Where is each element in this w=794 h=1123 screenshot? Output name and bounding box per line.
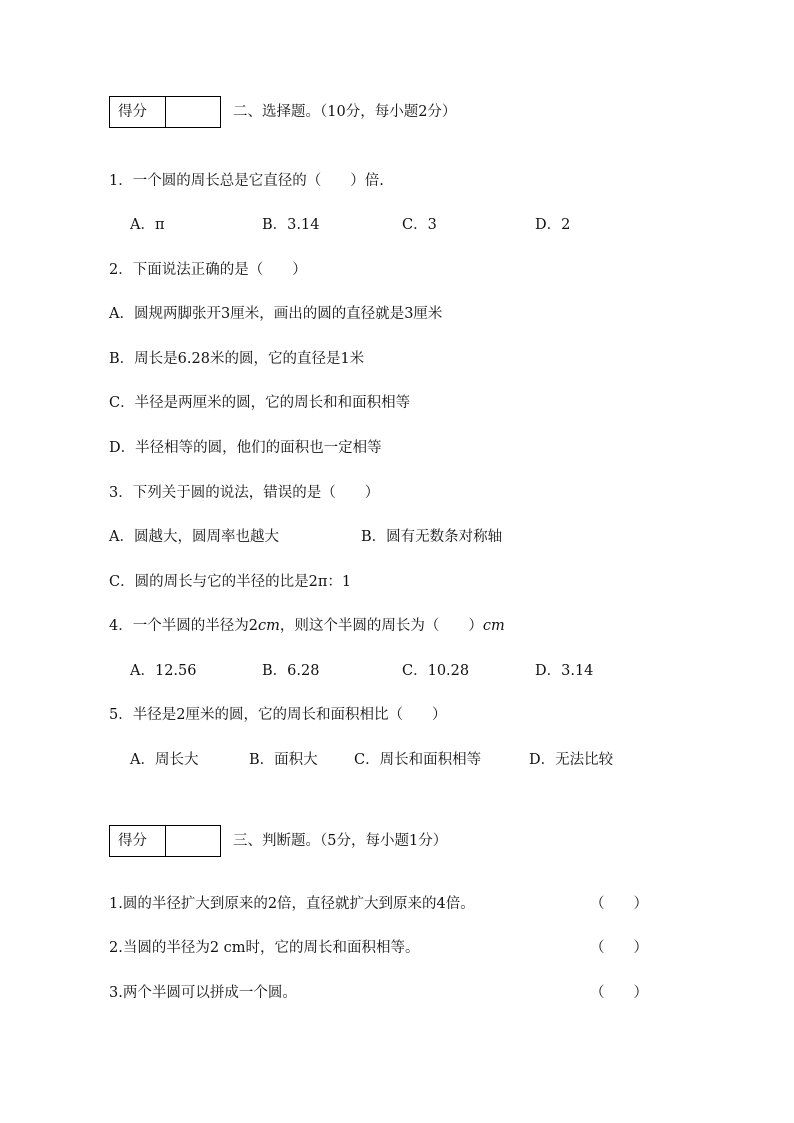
- q2-option-b: B．周长是6.28米的圆，它的直径是1米: [109, 351, 365, 367]
- q1-option-a: A．π: [130, 217, 165, 233]
- q5-option-b: B．面积大: [249, 752, 318, 768]
- q4-stem-mid: ，则这个半圆的周长为（ ）: [279, 618, 483, 634]
- q5-option-c: C．周长和面积相等: [354, 752, 482, 768]
- section2-title: 二、选择题。（10分，每小题2分）: [233, 104, 457, 120]
- section3-title: 三、判断题。（5分，每小题1分）: [233, 833, 448, 849]
- judge-item-2: 2.当圆的半径为2 cm时，它的周长和面积相等。: [109, 940, 420, 956]
- judge-item-3: 3.两个半圆可以拼成一个圆。: [109, 985, 297, 1001]
- q4-stem-prefix: 4．一个半圆的半径为2: [109, 618, 258, 634]
- q1-option-c: C．3: [402, 217, 437, 233]
- score-box-section3: [109, 825, 221, 857]
- q4-unit-cm: cm: [257, 618, 280, 634]
- q5-option-a: A．周长大: [130, 752, 199, 768]
- q5-option-d: D．无法比较: [529, 752, 614, 768]
- q2-stem: 2．下面说法正确的是（ ）: [109, 262, 307, 278]
- q2-option-a: A．圆规两脚张开3厘米，画出的圆的直径就是3厘米: [109, 306, 443, 322]
- q3-stem: 3．下列关于圆的说法，错误的是（ ）: [109, 485, 380, 501]
- score-label: 得分: [110, 97, 166, 127]
- score-box-section2: [109, 96, 221, 128]
- q1-option-b: B．3.14: [262, 217, 320, 233]
- q4-option-a: A．12.56: [130, 663, 197, 679]
- judge-item-1-bracket: （ ）: [590, 896, 648, 912]
- judge-item-3-bracket: （ ）: [590, 985, 648, 1001]
- q2-option-c: C．半径是两厘米的圆，它的周长和和面积相等: [109, 395, 411, 411]
- q4-stem: [109, 616, 505, 636]
- q4-unit-cm-2: cm: [482, 618, 505, 634]
- q1-option-d: D．2: [535, 217, 571, 233]
- q4-option-b: B．6.28: [262, 663, 320, 679]
- q5-stem: 5．半径是2厘米的圆，它的周长和面积相比（ ）: [109, 707, 447, 723]
- q3-option-c: C．圆的周长与它的半径的比是2π：1: [109, 574, 352, 590]
- q3-option-a: A．圆越大，圆周率也越大: [109, 529, 279, 545]
- judge-item-1: 1.圆的半径扩大到原来的2倍，直径就扩大到原来的4倍。: [109, 896, 475, 912]
- q4-option-c: C．10.28: [402, 663, 470, 679]
- q1-stem: 1．一个圆的周长总是它直径的（ ）倍.: [109, 173, 384, 189]
- q4-option-d: D．3.14: [535, 663, 594, 679]
- q2-option-d: D．半径相等的圆，他们的面积也一定相等: [109, 440, 382, 456]
- score-label: 得分: [110, 826, 166, 856]
- judge-item-2-bracket: （ ）: [590, 940, 648, 956]
- q3-option-b: B．圆有无数条对称轴: [361, 529, 503, 545]
